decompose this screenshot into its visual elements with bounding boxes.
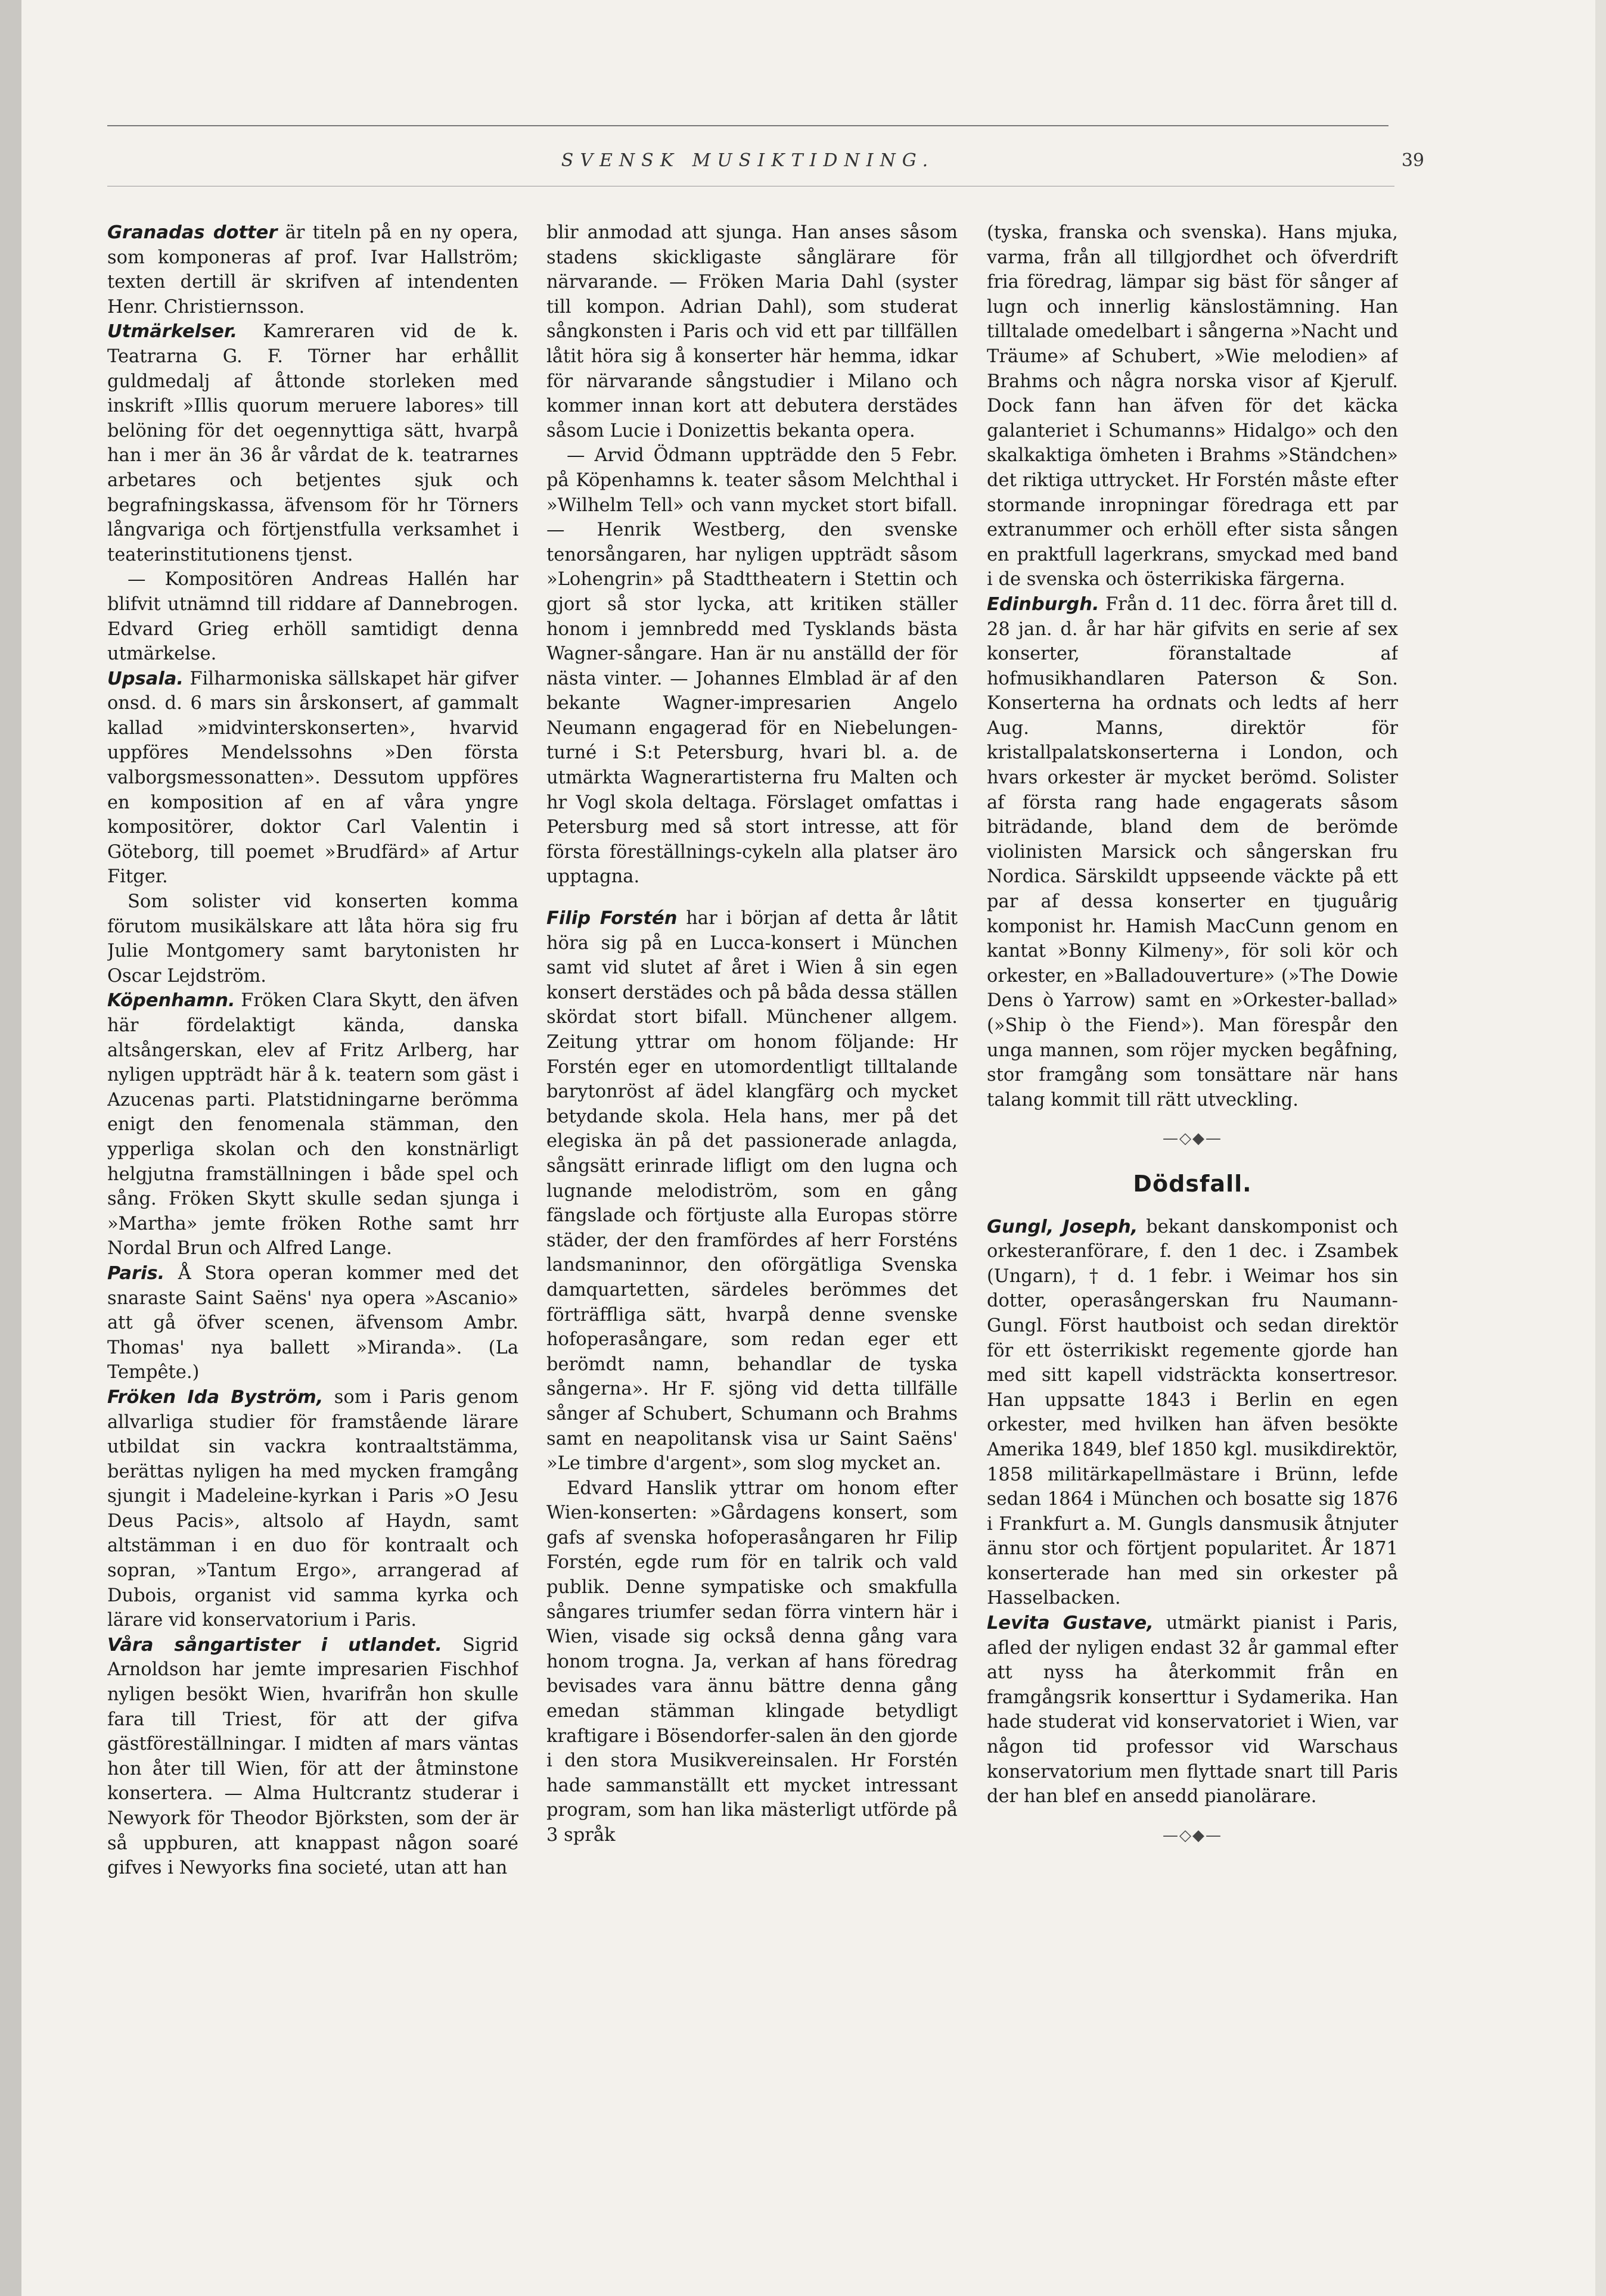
column-1 [107, 220, 518, 2204]
article-text: har i början af detta år låtit höra sig på en Lucca-konsert i München samt vid slutet af året i Wien å sin egen konsert derstädes och på båda dessa ställen skördat stort bifall. Münchener allgem. Zeitung yttrar om honom följande: Hr Forstén eger en utomordentligt tilltalande barytonröst af ädel klangfärg och mycket betydande skola. Hela hans, mer på det elegiska än på det passionerade anlagda, sångsätt erinrade lifligt om den lugna och lugnande melodiström, som en gång fängslade och förtjuste alla Europas större städer, der den framfördes af herr Forsténs landsmaninnor, den oförgätliga Svenska damquartetten, särdeles berömmes det förträffliga sätt, hvarpå denne svenske hofoperasångare, som redan eger ett berömdt namn, behandlar de tyska sångerna». Hr F. sjöng vid detta tillfälle sånger af Schubert, Schumann och Brahms samt en neapolitansk visa ur Saint Saëns' »Le timbre d'argent», som slog mycket an. [546, 908, 958, 1474]
article-text: Filharmoniska sällskapet här gifver onsd. d. 6 mars sin årskonsert, af gammalt kallad »midvinterskonserten», hvarvid uppföres Mendelssohns »Den första valborgsmessonatten». Dessutom uppföres en komposition af en af våra yngre kompositörer, doktor Carl Valentin i Göteborg, till poemet »Brudfärd» af Artur Fitger. [107, 668, 518, 888]
article-paragraph [987, 1611, 1398, 1809]
article-text: Från d. 11 dec. förra året till d. 28 jan. d. år har här gifvits en serie af sex konserter, föranstaltade af hofmusikhandlaren Paterson & Son. Konserterna ha ordnats och ledts af herr Aug. Manns, direktör för kristallpalatskonserterna i London, och hvars orkester är mycket berömd. Solister af första rang hade engagerats såsom biträdande, bland dem de berömde violinisten Marsick och sångerskan fru Nordica. Särskildt uppseende väckte på ett par af dessa konserter en tjuguårig komponist hr. Hamish MacCunn genom en kantat »Bonny Kilmeny», för soli kör och orkester, en »Balladouverture» (»The Dowie Dens ò Yarrow) samt en »Orkester-ballad» (»Ship ò the Fiend»). Man förespår den unga mannen, som röjer mycken begåfning, stor framgång som tonsättare när hans talang kommit till rätt utveckling. [987, 593, 1398, 1110]
article-heading: Våra sångartister i utlandet. [107, 1634, 442, 1656]
article-heading: Gungl, Joseph, [987, 1216, 1138, 1237]
article-heading: Utmärkelser. [107, 321, 238, 343]
article-paragraph [107, 567, 518, 666]
article-heading: Paris. [107, 1262, 165, 1284]
article-heading: Levita Gustave, [987, 1613, 1154, 1634]
ornament-divider: —◇◆— [1163, 1130, 1222, 1148]
article-paragraph [546, 1476, 958, 1848]
newspaper-page [107, 107, 1460, 2228]
article-paragraph [107, 1385, 518, 1633]
article-paragraph [987, 592, 1398, 1112]
article-text: Som solister vid konserten komma förutom musikälskare att låta höra sig fru Julie Montgomery samt barytonisten hr Oscar Lejdström. [107, 891, 518, 987]
column-2 [546, 220, 958, 2204]
article-paragraph [107, 1261, 518, 1385]
article-paragraph [546, 220, 958, 443]
article-text: Kamreraren vid de k. Teatrarna G. F. Törner har erhållit guldmedalj af åttonde storleken med inskrift »Illis quorum meruere labores» till belöning för det oegennyttiga sätt, hvarpå han i mer än 36 år vårdat de k. teatrarnes arbetares och betjentes sjuk och begrafningskassa, äfvensom för hr Törners långvariga och förtjenstfulla verksamhet i teaterinstitutionens tjenst. [107, 321, 518, 565]
article-text: — Kompositören Andreas Hallén har blifvit utnämnd till riddare af Dannebrogen. Edvard Grieg erhöll samtidigt denna utmärkelse. [107, 569, 518, 665]
article-paragraph [107, 220, 518, 319]
article-heading: Edinburgh. [987, 593, 1099, 615]
article-text: — Arvid Ödmann uppträdde den 5 Febr. på Köpenhamns k. teater såsom Melchthal i »Wilhelm Tell» och vann mycket stort bifall. — Henrik Westberg, den svenske tenorsångaren, har nyligen uppträdt såsom »Lohengrin» på Stadttheatern i Stettin och gjort så stor lycka, att kritiken ställer honom i jemnbredd med Tysklands bästa Wagner-sångare. Han är nu anställd der för nästa vinter. — Johannes Elmblad är af den bekante Wagner-impresarien Angelo Neumann engagerad för en Niebelungen-turné i S:t Petersburg, hvari bl. a. de utmärkta Wagnerartisterna fru Malten och hr Vogl skola deltaga. Förslaget omfattas i Petersburg med så stort intresse, att för första föreställnings-cykeln alla platser äro upptagna. [546, 445, 958, 888]
scan-gutter [0, 0, 21, 2296]
article-text: bekant danskomponist och orkesteranförare, f. den 1 dec. i Zsambek (Ungarn), † d. 1 febr. i Weimar hos sin dotter, operasångerskan fru Naumann-Gungl. Först hautboist och sedan direktör för ett österrikiskt regemente gjorde han med sitt kapell vidsträckta konsertresor. Han uppsatte 1843 i Berlin en egen orkester, med hvilken han äfven besökte Amerika 1849, blef 1850 kgl. musikdirektör, 1858 militärkapellmästare i Brünn, lefde sedan 1864 i München och bosatte sig 1876 i Frankfurt a. M. Gungls dansmusik åtnjuter ännu stor och förtjent popularitet. År 1871 konserterade han med sin orkester på Hasselbacken. [987, 1216, 1398, 1609]
ornament-divider-end: —◇◆— [1163, 1826, 1222, 1844]
article-text: Fröken Clara Skytt, den äfven här fördelaktigt kända, danska altsångerskan, elev af Fritz Arlberg, har nyligen uppträdt här å k. teatern som gäst i Azucenas parti. Platstidningarne berömma enigt den fenomenala stämman, den ypperliga skolan och den konstnärligt helgjutna framställningen i både spel och sång. Fröken Skytt skulle sedan sjunga i »Martha» jemte fröken Rothe samt hrr Nordal Brun och Alfred Lange. [107, 990, 518, 1259]
article-paragraph [107, 319, 518, 567]
obituary-list [987, 1215, 1398, 1809]
scan-edge [1595, 0, 1606, 2296]
article-paragraph [107, 667, 518, 889]
article-text: som i Paris genom allvarliga studier för framstående lärare utbildat sin vackra kontraaltstämma, berättas nyligen ha med mycken framgång sjungit i Madeleine-kyrkan i Paris »O Jesu Deus Pacis», altsolo af Haydn, samt altstämman i en duo för kontraalt och sopran, »Tantum Ergo», arrangerad af Dubois, organist vid samma kyrka och lärare vid konservatorium i Paris. [107, 1386, 518, 1631]
article-paragraph [107, 1633, 518, 1881]
page-number: 39 [1401, 150, 1424, 171]
article-paragraph [107, 889, 518, 988]
article-paragraph [107, 988, 518, 1261]
article-paragraph [987, 1215, 1398, 1611]
column-3-articles [987, 220, 1398, 1112]
article-text: blir anmodad att sjunga. Han anses såsom stadens skickligaste sånglärare för närvarande. — Fröken Maria Dahl (syster till kompon. Adrian Dahl), som studerat sångkonsten i Paris och vid ett par tillfällen låtit höra sig å konserter här hemma, idkar för närvarande sångstudier i Milano och kommer innan kort att debutera derstädes såsom Lucie i Donizettis bekanta opera. [546, 222, 958, 441]
article-text: är titeln på en ny opera, som komponeras af prof. Ivar Hallström; texten dertill är skrifven af intendenten Henr. Christiernsson. [107, 222, 518, 318]
top-rule [107, 125, 1388, 126]
column-3 [987, 220, 1398, 2204]
article-paragraph [987, 220, 1398, 592]
article-paragraph [546, 443, 958, 889]
article-text: Å Stora operan kommer med det snaraste Saint Saëns' nya opera »Ascanio» att gå öfver scenen, äfvensom Ambr. Thomas' nya ballett »Miranda». (La Tempête.) [107, 1262, 518, 1383]
article-heading: Upsala. [107, 668, 184, 689]
article-heading: Filip Forstén [546, 908, 678, 929]
article-paragraph [546, 906, 958, 1476]
article-heading: Köpenhamn. [107, 990, 235, 1012]
article-heading: Fröken Ida Byström, [107, 1386, 324, 1408]
article-text: Sigrid Arnoldson har jemte impresarien Fischhof nyligen besökt Wien, hvarifrån hon skulle fara till Triest, för att der gifva gästföreställningar. I midten af mars väntas hon åter till Wien, för att der åtminstone konsertera. — Alma Hultcrantz studerar i Newyork för Theodor Björksten, som der är så uppburen, att knappast någon soaré gifves i Newyorks fina societé, utan att han [107, 1634, 518, 1879]
article-text: Edvard Hanslik yttrar om honom efter Wien-konserten: »Gårdagens konsert, som gafs af svenska hofoperasångaren hr Filip Forstén, egde rum för en talrik och vald publik. Denne sympatiske och smakfulla sångares triumfer sedan förra vintern här i Wien, visade sig också denna gång vara honom trogna. Ja, verkan af hans föredrag bevisades vara ännu bättre denna gång emedan stämman klingade betydligt kraftigare i Bösendorfer-salen än den gjorde i den stora Musikvereinsalen. Hr Forstén hade sammanställt ett mycket intressant program, som han lika mästerligt utförde på 3 språk [546, 1477, 958, 1846]
running-title: SVENSK MUSIKTIDNING. [561, 150, 935, 171]
article-heading: Granadas dotter [107, 222, 278, 243]
article-text: (tyska, franska och svenska). Hans mjuka, varma, från all tillgjordhet och öfverdrift fria föredrag, lämpar sig bäst för sånger af lugn och innerlig känslostämning. Han tilltalade omedelbart i sångerna »Nacht und Träume» af Schubert, »Wie melodien» af Brahms och några norska visor af Kjerulf. Dock fann han äfven för det käcka galanteriet i Schumanns» Hidalgo» och den skalkaktiga ömheten i Brahms »Ständchen» det riktiga uttrycket. Hr Forstén måste efter stormande inropningar föredraga ett par extranummer och erhöll efter sista sången en praktfull lagerkrans, smyckad med band i de svenska och österrikiska färgerna. [987, 222, 1398, 590]
article-text: utmärkt pianist i Paris, afled der nyligen endast 32 år gammal efter att nyss ha återkommit från en framgångsrik konserttur i Sydamerika. Han hade studerat vid konservatoriet i Wien, var någon tid professor vid Warschaus konservatorium men flyttade snart till Paris der han blef en ansedd pianolärare. [987, 1613, 1398, 1807]
section-title-dodsfall: Dödsfall. [1133, 1170, 1252, 1197]
